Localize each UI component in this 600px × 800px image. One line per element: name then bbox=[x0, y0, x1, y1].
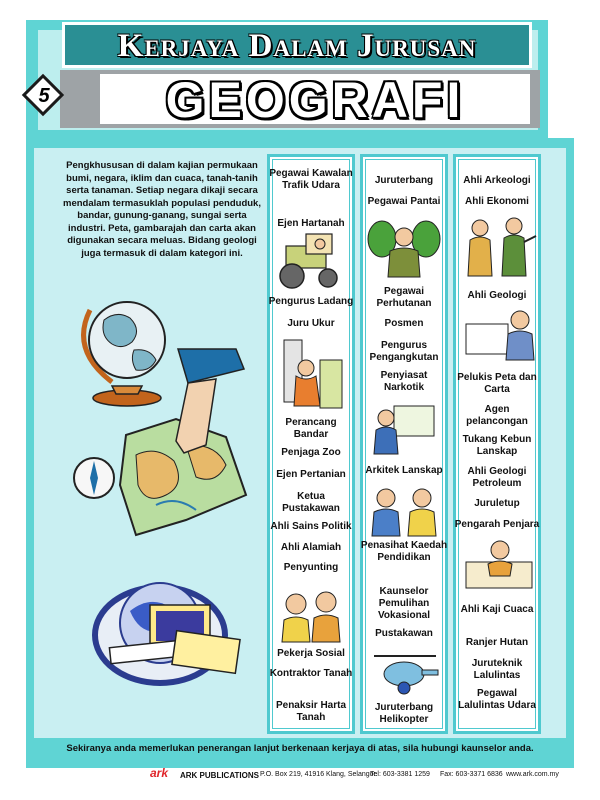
subject-title: GEOGRAFI bbox=[165, 72, 465, 128]
intro-text: Pengkhususan di dalam kajian permukaan bumi, negara, iklim dan cuaca, tanah-tanih serta tanaman. Setiap negara dikaji secara mendalam termasuklah populasi penduduk, bandar, gunung-ganang, sungai serta industri. Peta, gambarajah dan carta akan digunakan secara meluas. Bidang geologi juga termasuk di dalam kategori ini. bbox=[63, 160, 261, 259]
job-title: Juruterbang Helikopter bbox=[374, 702, 434, 725]
job-title: Perancang Bandar bbox=[285, 417, 337, 440]
helicopter-illustration bbox=[368, 648, 442, 700]
job-title: Juruterbang bbox=[374, 175, 434, 186]
job-title: Pegawai Kawalan Trafik Udara bbox=[269, 168, 353, 191]
job-title: Pengurus Ladang bbox=[268, 296, 354, 307]
job-title: Pengurus Pengangkutan bbox=[369, 340, 439, 363]
job-title: Ketua Pustakawan bbox=[282, 491, 340, 514]
archaeologists-illustration bbox=[458, 214, 538, 280]
job-title: Pegawai Pantai bbox=[367, 196, 441, 207]
job-title: Pegawai Perhutanan bbox=[376, 286, 432, 309]
job-title: Ejen Pertanian bbox=[276, 469, 346, 480]
job-title: Ahli Geologi Petroleum bbox=[467, 466, 527, 489]
computer-illustration bbox=[90, 565, 250, 685]
job-title: Kontraktor Tanah bbox=[269, 668, 353, 679]
forest-officer-illustration bbox=[366, 215, 442, 279]
job-title: Pengarah Penjara bbox=[454, 519, 540, 530]
job-title: Penyiasat Narkotik bbox=[380, 370, 428, 393]
job-title: Ahli Geologi bbox=[467, 290, 527, 301]
tractor-illustration bbox=[272, 232, 350, 292]
mapmaker-illustration bbox=[460, 536, 538, 594]
title-line-1: Kerjaya Dalam Jurusan bbox=[117, 28, 477, 64]
librarians-illustration bbox=[276, 586, 348, 644]
publisher-footer bbox=[0, 766, 600, 794]
number-badge bbox=[24, 76, 64, 116]
job-title: Penjaga Zoo bbox=[281, 447, 341, 458]
job-title: Penyunting bbox=[283, 562, 339, 573]
counselors-illustration bbox=[368, 484, 442, 538]
job-title: Ejen Hartanah bbox=[277, 218, 345, 229]
publisher-logo: ark bbox=[150, 766, 169, 780]
job-title: Arkitek Lanskap bbox=[365, 465, 443, 476]
job-title: Agen pelancongan bbox=[466, 404, 528, 427]
job-title: Posmen bbox=[384, 318, 424, 329]
surveyor-illustration bbox=[280, 332, 346, 412]
job-title: Ahli Alamiah bbox=[280, 542, 342, 553]
publisher-name: ARK PUBLICATIONS bbox=[180, 771, 259, 780]
job-title: Pelukis Peta dan Carta bbox=[457, 372, 537, 395]
job-title: Ranjer Hutan bbox=[465, 637, 529, 648]
job-title: Ahli Kaji Cuaca bbox=[460, 604, 534, 615]
job-title: Ahli Ekonomi bbox=[465, 196, 529, 207]
publisher-web: www.ark.com.my bbox=[506, 771, 559, 778]
publisher-fax: Fax: 603-3371 6836 bbox=[440, 771, 503, 778]
publisher-address: P.O. Box 219, 41916 Klang, Selangor. bbox=[260, 771, 378, 778]
number-label: 5 bbox=[38, 85, 50, 107]
job-title: Penaksir Harta Tanah bbox=[275, 700, 347, 723]
job-title: Pekerja Sosial bbox=[277, 648, 345, 659]
job-title: Kaunselor Pemulihan Vokasional bbox=[377, 586, 431, 621]
publisher-tel: Tel: 603-3381 1259 bbox=[370, 771, 430, 778]
map-illustration bbox=[66, 345, 256, 550]
architect-illustration bbox=[368, 400, 440, 458]
job-title: Juru Ukur bbox=[287, 318, 335, 329]
job-title: Juruletup bbox=[474, 498, 520, 509]
job-title: Pustakawan bbox=[375, 628, 433, 639]
job-title: Pegawal Lalulintas Udara bbox=[458, 688, 536, 711]
job-title: Tukang Kebun Lanskap bbox=[462, 434, 532, 457]
job-title: Juruteknik Lalulintas bbox=[471, 658, 523, 681]
geologist-illustration bbox=[462, 306, 536, 362]
job-title: Penasihat Kaedah Pendidikan bbox=[360, 540, 448, 563]
job-title: Ahli Arkeologi bbox=[463, 175, 531, 186]
job-title: Ahli Sains Politik bbox=[270, 521, 352, 532]
footer-note: Sekiranya anda memerlukan penerangan lanjut berkenaan kerjaya di atas, sila hubungi kaunselor anda. bbox=[66, 743, 534, 754]
